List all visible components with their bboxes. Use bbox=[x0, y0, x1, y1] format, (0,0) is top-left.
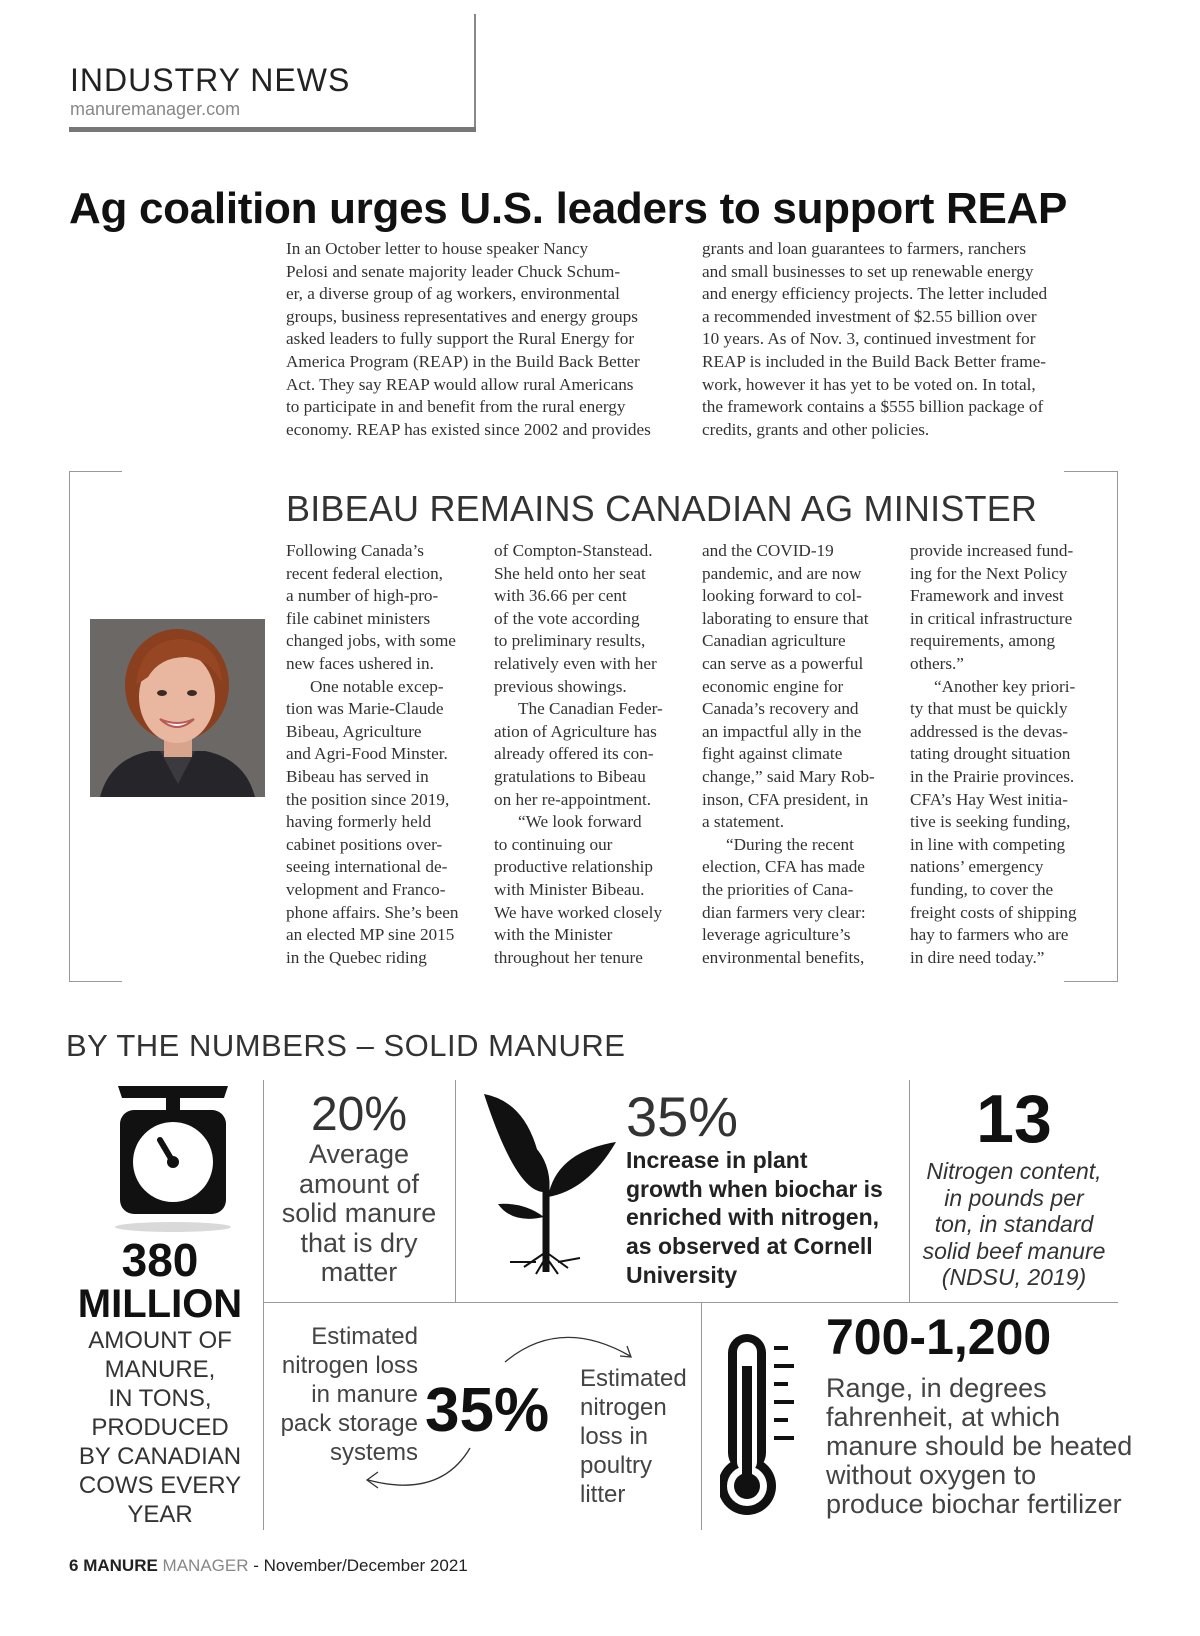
article2-headline: BIBEAU REMAINS CANADIAN AG MINISTER bbox=[286, 488, 1038, 529]
text-line: dian farmers very clear: bbox=[702, 902, 866, 922]
text-line: The Canadian Feder- bbox=[518, 699, 663, 719]
box-bracket-left-top bbox=[69, 471, 122, 472]
text-line: in pounds per bbox=[944, 1184, 1084, 1211]
text-line: Range, in degrees bbox=[826, 1373, 1047, 1403]
stat4-description-lines bbox=[910, 1158, 1118, 1291]
text-line: to participate in and benefit from the rural energy bbox=[286, 397, 626, 417]
text-line: throughout her tenure bbox=[494, 947, 643, 967]
stat2-description-lines bbox=[263, 1140, 455, 1288]
text-line: economic engine for bbox=[702, 676, 844, 696]
text-line: 10 years. As of Nov. 3, continued investment for bbox=[702, 329, 1036, 349]
text-line: pack storage bbox=[280, 1410, 418, 1437]
text-line: Bibeau has served in bbox=[286, 766, 429, 786]
scale-icon bbox=[108, 1084, 238, 1232]
article2-column-1 bbox=[286, 540, 486, 969]
text-line: in the Prairie provinces. bbox=[910, 766, 1075, 786]
footer-brand-bold: MANURE bbox=[83, 1556, 158, 1575]
text-line: work, however it has yet to be voted on. In total, bbox=[702, 374, 1036, 394]
text-line: systems bbox=[329, 1439, 418, 1466]
text-line: election, CFA has made bbox=[702, 857, 865, 877]
box-bracket-right bbox=[1117, 471, 1118, 982]
text-line: PRODUCED bbox=[91, 1414, 229, 1441]
stat6-description-lines bbox=[826, 1373, 1133, 1519]
stat1-unit: MILLION bbox=[77, 1282, 243, 1326]
section-title: INDUSTRY NEWS bbox=[70, 62, 351, 98]
numbers-divider-v4 bbox=[701, 1302, 702, 1530]
text-line: already offered its con- bbox=[494, 744, 654, 764]
text-line: hay to farmers who are bbox=[910, 925, 1069, 945]
text-line: that is dry bbox=[300, 1227, 418, 1258]
text-line: requirements, among bbox=[910, 631, 1056, 651]
text-line: solid manure bbox=[281, 1198, 437, 1228]
text-line: “We look forward bbox=[518, 812, 642, 832]
text-line: tating drought situation bbox=[910, 744, 1071, 764]
text-line: CFA’s Hay West initia- bbox=[910, 789, 1068, 809]
text-line: enriched with nitrogen, bbox=[626, 1204, 880, 1231]
stat6-description bbox=[826, 1373, 1133, 1519]
text-line: in manure bbox=[311, 1381, 418, 1408]
text-line: to continuing our bbox=[494, 834, 613, 854]
text-line: ton, in standard bbox=[934, 1211, 1094, 1237]
article2-col3-text bbox=[702, 540, 902, 969]
text-line: a statement. bbox=[702, 812, 785, 832]
text-line: provide increased fund- bbox=[910, 541, 1074, 560]
text-line: without oxygen to bbox=[826, 1460, 1037, 1490]
text-line: with Minister Bibeau. bbox=[494, 879, 645, 899]
text-line: of Compton-Stanstead. bbox=[494, 541, 653, 560]
text-line: We have worked closely bbox=[494, 902, 663, 922]
text-line: to preliminary results, bbox=[494, 631, 646, 651]
cycle-arrow-bottom-icon bbox=[360, 1444, 480, 1494]
text-line: looking forward to col- bbox=[702, 586, 862, 606]
text-line: of the vote according bbox=[494, 608, 640, 628]
thermometer-icon bbox=[720, 1330, 800, 1518]
text-line: new faces ushered in. bbox=[286, 653, 434, 673]
text-line: in critical infrastructure bbox=[910, 608, 1073, 628]
article1-column-1 bbox=[286, 238, 686, 441]
text-line: nitrogen loss bbox=[281, 1352, 418, 1379]
text-line: credits, grants and other policies. bbox=[702, 419, 930, 439]
article1-column-2 bbox=[702, 238, 1102, 441]
text-line: as observed at Cornell bbox=[626, 1233, 873, 1260]
text-line: change,” said Mary Rob- bbox=[702, 766, 875, 786]
stat1-description bbox=[60, 1326, 260, 1529]
text-line: and Agri-Food Minster. bbox=[286, 744, 448, 764]
box-bracket-right-bottom bbox=[1064, 981, 1117, 982]
text-line: others.” bbox=[910, 653, 964, 673]
box-bracket-left-bottom bbox=[69, 981, 122, 982]
text-line: an elected MP sine 2015 bbox=[286, 925, 455, 945]
text-line: and the COVID-19 bbox=[702, 541, 834, 560]
text-line: er, a diverse group of ag workers, environmental bbox=[286, 284, 620, 304]
article2-col2-text bbox=[494, 540, 694, 969]
text-line: produce biochar fertilizer bbox=[826, 1489, 1122, 1519]
text-line: gratulations to Bibeau bbox=[494, 766, 646, 786]
text-line: groups, business representatives and energy groups bbox=[286, 306, 638, 326]
text-line: asked leaders to fully support the Rural Energy for bbox=[286, 329, 635, 349]
text-line: (NDSU, 2019) bbox=[941, 1264, 1087, 1290]
stat3-description-lines bbox=[626, 1146, 906, 1290]
text-line: nations’ emergency bbox=[910, 857, 1044, 877]
text-line: litter bbox=[580, 1481, 626, 1508]
text-line: fahrenheit, at which bbox=[826, 1402, 1061, 1432]
text-line: Estimated bbox=[311, 1323, 418, 1350]
text-line: Average bbox=[308, 1139, 410, 1169]
text-line: with 36.66 per cent bbox=[494, 586, 627, 606]
text-line: environmental benefits, bbox=[702, 947, 865, 967]
text-line: MANURE, bbox=[104, 1356, 216, 1383]
text-line: cabinet positions over- bbox=[286, 834, 443, 854]
text-line: poultry bbox=[580, 1452, 653, 1479]
text-line: seeing international de- bbox=[286, 857, 448, 877]
text-line: manure should be heated bbox=[826, 1431, 1133, 1461]
header-divider-horizontal bbox=[69, 127, 476, 132]
footer-issue: - November/December 2021 bbox=[253, 1556, 468, 1575]
text-line: in the Quebec riding bbox=[286, 947, 427, 967]
header-divider-vertical bbox=[474, 14, 476, 132]
text-line: In an October letter to house speaker Nancy bbox=[286, 239, 589, 258]
text-line: and energy efficiency projects. The letter included bbox=[702, 284, 1048, 304]
minister-photo bbox=[90, 619, 265, 797]
stat1-description-lines bbox=[60, 1326, 260, 1529]
text-line: AMOUNT OF bbox=[88, 1327, 232, 1354]
text-line: growth when biochar is bbox=[626, 1175, 883, 1202]
article2-col4-text bbox=[910, 540, 1110, 969]
numbers-divider-v2 bbox=[455, 1080, 456, 1302]
text-line: a recommended investment of $2.55 billion over bbox=[702, 306, 1037, 326]
stat2-description bbox=[263, 1140, 455, 1288]
stat2-value: 20% bbox=[310, 1088, 408, 1141]
text-line: “Another key priori- bbox=[934, 676, 1076, 696]
text-line: file cabinet ministers bbox=[286, 608, 431, 628]
text-line: in line with competing bbox=[910, 834, 1066, 854]
footer-brand-light: MANAGER bbox=[162, 1556, 249, 1575]
stat6-value: 700-1,200 bbox=[826, 1309, 1052, 1365]
plant-icon bbox=[476, 1092, 616, 1277]
text-line: a number of high-pro- bbox=[286, 586, 439, 606]
text-line: IN TONS, bbox=[108, 1385, 212, 1412]
text-line: pandemic, and are now bbox=[702, 563, 862, 583]
text-line: freight costs of shipping bbox=[910, 902, 1077, 922]
text-line: ation of Agriculture has bbox=[494, 721, 657, 741]
text-line: One notable excep- bbox=[310, 676, 444, 696]
stat4-value: 13 bbox=[976, 1081, 1052, 1157]
text-line: nitrogen bbox=[580, 1394, 667, 1421]
article2-column-2 bbox=[494, 540, 694, 969]
text-line: Following Canada’s bbox=[286, 541, 424, 560]
text-line: on her re-appointment. bbox=[494, 789, 652, 809]
stat3-value: 35% bbox=[626, 1085, 739, 1148]
text-line: She held onto her seat bbox=[494, 563, 646, 583]
text-line: and small businesses to set up renewable energy bbox=[702, 261, 1034, 281]
text-line: loss in bbox=[580, 1423, 649, 1450]
text-line: economy. REAP has existed since 2002 and provides bbox=[286, 419, 651, 439]
text-line: tive is seeking funding, bbox=[910, 812, 1071, 832]
text-line: BY CANADIAN bbox=[78, 1443, 242, 1470]
box-bracket-right-top bbox=[1064, 471, 1117, 472]
text-line: Pelosi and senate majority leader Chuck Schum- bbox=[286, 261, 621, 281]
article1-headline: Ag coalition urges U.S. leaders to support REAP bbox=[69, 184, 1068, 233]
text-line: Nitrogen content, bbox=[926, 1158, 1102, 1184]
text-line: can serve as a powerful bbox=[702, 653, 864, 673]
text-line: grants and loan guarantees to farmers, ranchers bbox=[702, 239, 1027, 258]
text-line: laborating to ensure that bbox=[702, 608, 869, 628]
stat5-right-lines bbox=[580, 1364, 700, 1509]
box-bracket-left bbox=[69, 471, 70, 982]
text-line: velopment and Franco- bbox=[286, 879, 446, 899]
text-line: Act. They say REAP would allow rural Americans bbox=[286, 374, 634, 394]
text-line: REAP is included in the Build Back Better frame- bbox=[702, 351, 1046, 371]
text-line: previous showings. bbox=[494, 676, 627, 696]
text-line: having formerly held bbox=[286, 812, 432, 832]
text-line: University bbox=[626, 1261, 738, 1288]
text-line: Bibeau, Agriculture bbox=[286, 721, 422, 741]
text-line: ty that must be quickly bbox=[910, 699, 1068, 719]
text-line: COWS EVERY bbox=[78, 1472, 242, 1499]
text-line: tion was Marie-Claude bbox=[286, 699, 444, 719]
text-line: the position since 2019, bbox=[286, 789, 450, 809]
text-line: Increase in plant bbox=[626, 1147, 808, 1173]
article1-col2-text bbox=[702, 238, 1102, 441]
text-line: solid beef manure bbox=[922, 1237, 1106, 1264]
text-line: leverage agriculture’s bbox=[702, 925, 851, 945]
text-line: Canada’s recovery and bbox=[702, 699, 859, 719]
text-line: with the Minister bbox=[494, 925, 613, 945]
text-line: an impactful ally in the bbox=[702, 721, 862, 741]
text-line: “During the recent bbox=[726, 834, 854, 854]
numbers-section-title: BY THE NUMBERS – SOLID MANURE bbox=[66, 1028, 626, 1063]
page-footer bbox=[69, 1556, 468, 1576]
text-line: phone affairs. She’s been bbox=[286, 902, 459, 922]
text-line: matter bbox=[320, 1257, 398, 1287]
stat5-value: 35% bbox=[425, 1376, 550, 1445]
footer-page-number: 6 bbox=[69, 1556, 79, 1575]
text-line: YEAR bbox=[127, 1501, 193, 1528]
stat3-description bbox=[626, 1146, 906, 1290]
text-line: relatively even with her bbox=[494, 653, 657, 673]
article2-column-3 bbox=[702, 540, 902, 969]
numbers-divider-h bbox=[263, 1302, 1118, 1303]
text-line: in dire need today.” bbox=[910, 947, 1045, 967]
section-url[interactable]: manuremanager.com bbox=[70, 99, 241, 119]
text-line: the framework contains a $555 billion package of bbox=[702, 397, 1044, 417]
text-line: inson, CFA president, in bbox=[702, 789, 869, 809]
stat5-right-description bbox=[580, 1364, 700, 1509]
text-line: ing for the Next Policy bbox=[910, 563, 1068, 583]
text-line: the priorities of Cana- bbox=[702, 879, 854, 899]
text-line: addressed is the devas- bbox=[910, 721, 1068, 741]
text-line: recent federal election, bbox=[286, 563, 443, 583]
article2-col1-text bbox=[286, 540, 486, 969]
text-line: Canadian agriculture bbox=[702, 631, 846, 651]
text-line: amount of bbox=[298, 1168, 420, 1199]
text-line: productive relationship bbox=[494, 857, 653, 877]
text-line: changed jobs, with some bbox=[286, 631, 456, 651]
cycle-arrow-top-icon bbox=[500, 1326, 640, 1366]
article1-col1-text bbox=[286, 238, 686, 441]
stat4-description bbox=[910, 1158, 1118, 1291]
article2-column-4 bbox=[910, 540, 1110, 969]
portrait-image bbox=[90, 619, 265, 797]
stat1-value: 380 bbox=[121, 1234, 199, 1286]
text-line: fight against climate bbox=[702, 744, 843, 764]
text-line: Framework and invest bbox=[910, 586, 1064, 606]
text-line: America Program (REAP) in the Build Back Better bbox=[286, 351, 640, 371]
text-line: funding, to cover the bbox=[910, 879, 1054, 899]
text-line: Estimated bbox=[580, 1365, 687, 1392]
